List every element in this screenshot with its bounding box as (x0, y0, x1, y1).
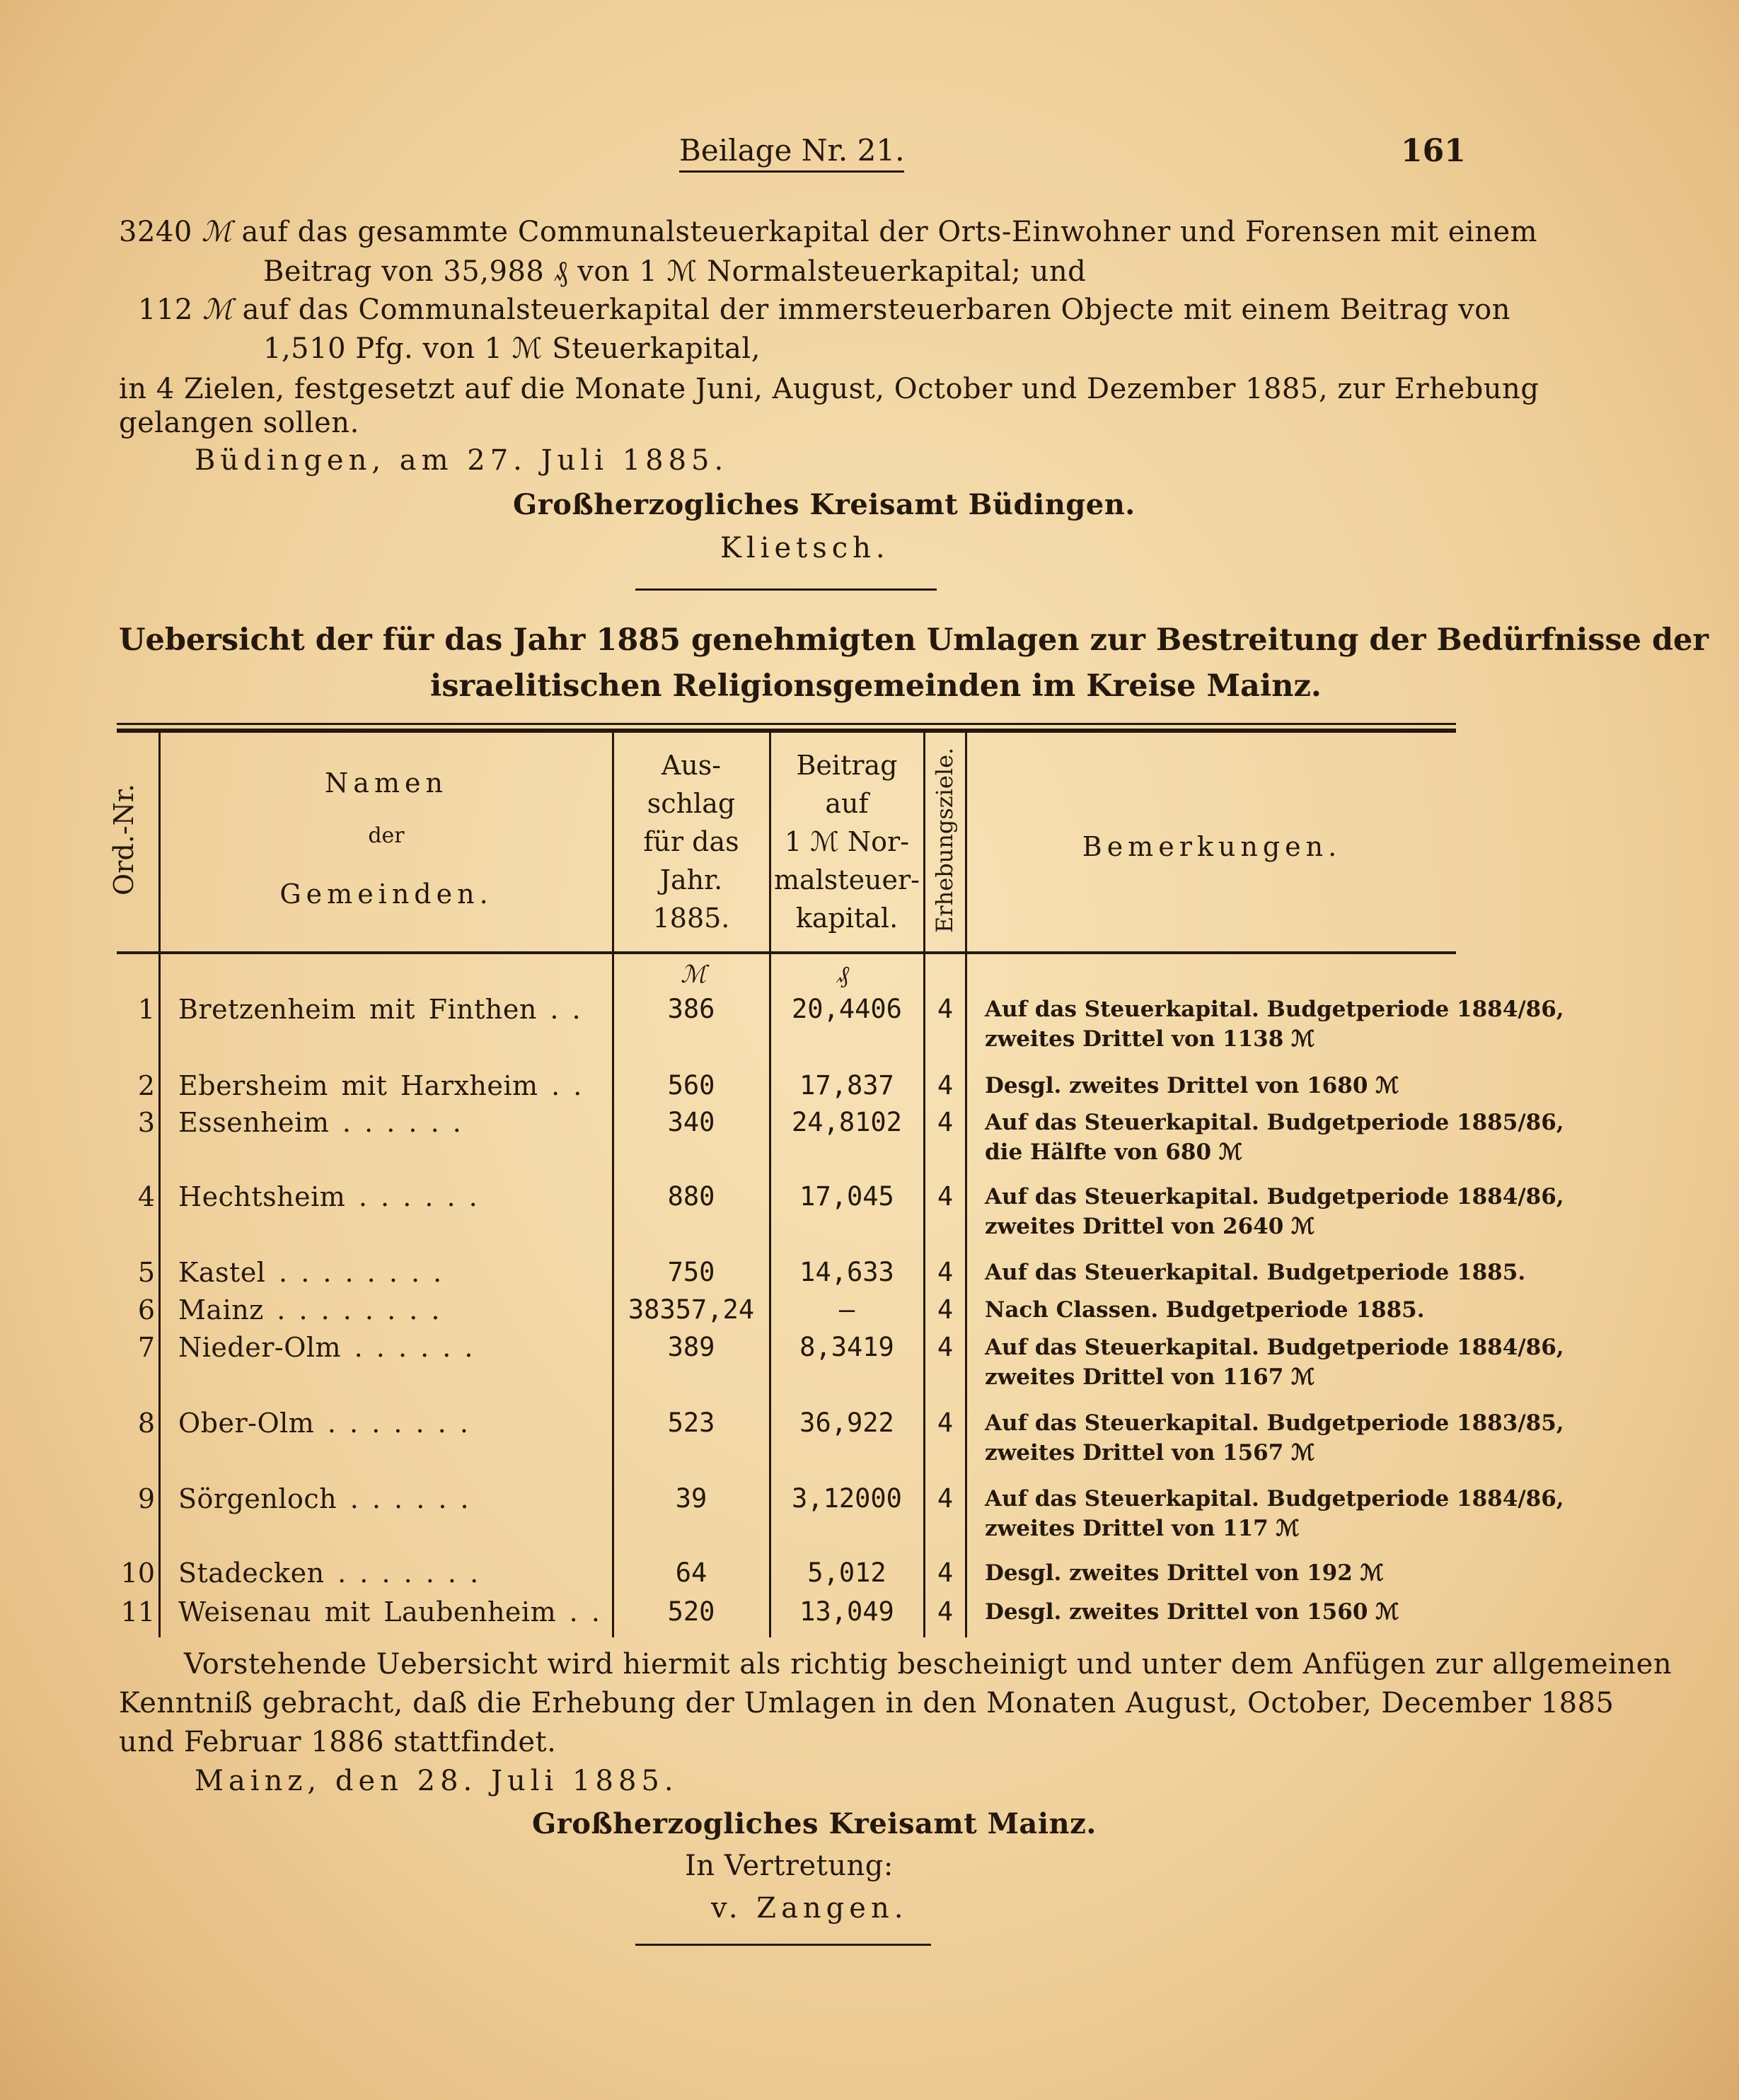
table-title-line1: Uebersicht der für das Jahr 1885 genehmigten Umlagen zur Bestreitung der Bedürfnisse der (119, 622, 1709, 658)
notice1-amount: 112 (138, 294, 193, 326)
header-beitrag-line2: auf (825, 788, 869, 819)
row-ausschlag: 750 (667, 1257, 715, 1287)
notice1-line1 (119, 216, 1538, 248)
row-beitrag: — (838, 1294, 855, 1325)
notice2-authority: Großherzogliches Kreisamt Mainz. (532, 1807, 1097, 1840)
notice1-line3 (138, 294, 1511, 326)
row-beitrag: 5,012 (807, 1557, 886, 1588)
header-ausschlag-line5: 1885. (652, 903, 730, 934)
notice2-date: Mainz, den 28. Juli 1885. (195, 1765, 678, 1797)
row-remark-line: Auf das Steuerkapital. Budgetperiode 1884/86, (985, 1184, 1564, 1209)
notice1-text: auf das gesammte Communalsteuerkapital der Orts-Einwohner und Forensen mit einem (241, 216, 1538, 248)
header-name-line1: Namen (325, 767, 448, 799)
notice1-line2: Beitrag von 35,988 ₰ von 1 ℳ Normalsteuerkapital; und (263, 255, 1087, 288)
page-number: 161 (1401, 133, 1466, 169)
row-ausschlag: 38357,24 (628, 1294, 755, 1325)
row-remark-line: zweites Drittel von 1567 ℳ (985, 1440, 1315, 1466)
notice1-text: auf das Communalsteuerkapital der immersteuerbaren Objecte mit einem Beitrag von (242, 294, 1511, 326)
mark-symbol: ℳ (202, 216, 233, 248)
row-remark-line: Auf das Steuerkapital. Budgetperiode 1884/86, (985, 1335, 1564, 1360)
row-ziele: 4 (937, 994, 954, 1024)
row-beitrag: 17,837 (799, 1070, 894, 1101)
row-remark-line: Auf das Steuerkapital. Budgetperiode 1884/86, (985, 997, 1564, 1022)
row-number: 9 (137, 1483, 155, 1514)
header-beitrag-line5: kapital. (795, 903, 899, 934)
row-name: Ober-Olm . . . . . . . (178, 1408, 469, 1439)
header-ausschlag-line2: schlag (647, 788, 736, 819)
header-bemerkungen: Bemerkungen. (1082, 831, 1342, 862)
row-remark-line: die Hälfte von 680 ℳ (985, 1139, 1242, 1165)
row-remark-line: zweites Drittel von 117 ℳ (985, 1516, 1300, 1541)
notice2-line2: Kenntniß gebracht, daß die Erhebung der Umlagen in den Monaten August, October, December 1885 (119, 1687, 1614, 1719)
row-remark-line: zweites Drittel von 1138 ℳ (985, 1026, 1315, 1052)
row-number: 11 (120, 1596, 155, 1628)
row-ziele: 4 (937, 1257, 954, 1287)
row-beitrag: 13,049 (799, 1596, 894, 1627)
header-ausschlag-line4: Jahr. (659, 864, 723, 895)
notice1-authority: Großherzogliches Kreisamt Büdingen. (513, 488, 1136, 521)
notice2-deputy: In Vertretung: (685, 1850, 894, 1882)
row-number: 6 (137, 1294, 155, 1325)
notice1-signature: Klietsch. (720, 532, 890, 564)
notice2-line1: Vorstehende Uebersicht wird hiermit als richtig bescheinigt und unter dem Anfügen zur allgemeinen (184, 1648, 1672, 1681)
col-sep-ziele (965, 729, 967, 1637)
row-remark-line: Desgl. zweites Drittel von 1680 ℳ (985, 1073, 1399, 1098)
row-remark-line: Nach Classen. Budgetperiode 1885. (985, 1297, 1425, 1323)
notice1-line4: 1,510 Pfg. von 1 ℳ Steuerkapital, (263, 332, 761, 365)
row-ausschlag: 39 (675, 1483, 707, 1514)
row-ziele: 4 (937, 1557, 954, 1588)
row-name: Sörgenloch . . . . . . (178, 1483, 470, 1514)
notice2-line3: und Februar 1886 stattfindet. (119, 1726, 557, 1758)
row-name: Hechtsheim . . . . . . (178, 1181, 478, 1212)
row-ziele: 4 (937, 1483, 954, 1514)
header-ausschlag-line1: Aus- (661, 750, 722, 781)
row-number: 10 (120, 1557, 155, 1589)
row-ziele: 4 (937, 1107, 954, 1137)
row-number: 4 (137, 1181, 155, 1212)
row-name: Bretzenheim mit Finthen . . (178, 994, 582, 1025)
row-remark-line: Auf das Steuerkapital. Budgetperiode 1885. (985, 1260, 1526, 1285)
unit-pfennig: ₰ (837, 961, 849, 989)
header-ausschlag-line3: für das (643, 826, 739, 857)
row-ausschlag: 880 (667, 1181, 715, 1212)
header-name-line3: Gemeinden. (279, 878, 493, 910)
row-ziele: 4 (937, 1408, 954, 1438)
col-sep-no (158, 729, 161, 1637)
row-name: Mainz . . . . . . . . (178, 1294, 440, 1325)
row-number: 2 (137, 1070, 155, 1101)
header-erhebungsziele: Erhebungsziele. (931, 747, 958, 933)
notice1-line5: in 4 Zielen, festgesetzt auf die Monate Juni, August, October und Dezember 1885, zur Erhebung (119, 373, 1539, 405)
notice2-signature: v. Zangen. (711, 1892, 908, 1925)
header-beitrag-line3: 1 ℳ Nor- (784, 826, 910, 857)
table-rule-top-thick (117, 729, 1456, 733)
row-ausschlag: 520 (667, 1596, 715, 1627)
row-name: Nieder-Olm . . . . . . (178, 1332, 473, 1363)
header-beitrag-line4: malsteuer- (773, 864, 920, 895)
table-title-line2: israelitischen Religionsgemeinden im Kreise Mainz. (430, 668, 1322, 704)
row-beitrag: 14,633 (799, 1257, 894, 1287)
header-ord-nr: Ord.-Nr. (108, 784, 139, 895)
row-number: 7 (137, 1332, 155, 1363)
row-beitrag: 20,4406 (792, 994, 902, 1024)
header-beitrag-line1: Beitrag (796, 750, 898, 781)
row-name: Weisenau mit Laubenheim . . (178, 1596, 601, 1628)
row-ziele: 4 (937, 1294, 954, 1325)
row-remark-line: Desgl. zweites Drittel von 192 ℳ (985, 1560, 1384, 1586)
section-divider (635, 588, 937, 591)
notice1-date: Büdingen, am 27. Juli 1885. (195, 444, 729, 477)
row-name: Kastel . . . . . . . . (178, 1257, 442, 1288)
row-ziele: 4 (937, 1596, 954, 1627)
notice1-line6: gelangen sollen. (119, 407, 359, 439)
row-remark-line: Auf das Steuerkapital. Budgetperiode 1885/86, (985, 1110, 1564, 1135)
row-remark-line: Auf das Steuerkapital. Budgetperiode 1884/86, (985, 1486, 1564, 1512)
mark-symbol: ℳ (202, 294, 233, 326)
row-ziele: 4 (937, 1332, 954, 1362)
row-ausschlag: 560 (667, 1070, 715, 1101)
row-beitrag: 24,8102 (792, 1107, 902, 1137)
row-ausschlag: 386 (667, 994, 715, 1024)
row-number: 8 (137, 1408, 155, 1439)
row-name: Stadecken . . . . . . . (178, 1557, 479, 1589)
row-remark-line: Desgl. zweites Drittel von 1560 ℳ (985, 1599, 1399, 1625)
row-beitrag: 3,12000 (792, 1483, 902, 1514)
row-remark-line: zweites Drittel von 2640 ℳ (985, 1214, 1315, 1239)
row-number: 5 (137, 1257, 155, 1288)
notice1-amount: 3240 (119, 216, 192, 248)
row-name: Ebersheim mit Harxheim . . (178, 1070, 582, 1101)
row-ausschlag: 340 (667, 1107, 715, 1137)
row-ziele: 4 (937, 1181, 954, 1212)
table-rule-header (117, 951, 1456, 954)
row-ausschlag: 64 (675, 1557, 707, 1588)
row-ziele: 4 (937, 1070, 954, 1101)
row-name: Essenheim . . . . . . (178, 1107, 462, 1138)
row-number: 1 (137, 994, 155, 1025)
section-divider (635, 1944, 931, 1946)
row-ausschlag: 389 (667, 1332, 715, 1362)
row-remark-line: Auf das Steuerkapital. Budgetperiode 1883/85, (985, 1410, 1564, 1436)
header-name-line2: der (368, 823, 405, 848)
table-rule-top-thin (117, 723, 1456, 725)
row-beitrag: 17,045 (799, 1181, 894, 1212)
page-header-title: Beilage Nr. 21. (679, 133, 904, 173)
row-number: 3 (137, 1107, 155, 1138)
row-beitrag: 8,3419 (799, 1332, 894, 1362)
row-remark-line: zweites Drittel von 1167 ℳ (985, 1364, 1315, 1390)
row-ausschlag: 523 (667, 1408, 715, 1438)
unit-mark: ℳ (681, 961, 707, 989)
row-beitrag: 36,922 (799, 1408, 894, 1438)
